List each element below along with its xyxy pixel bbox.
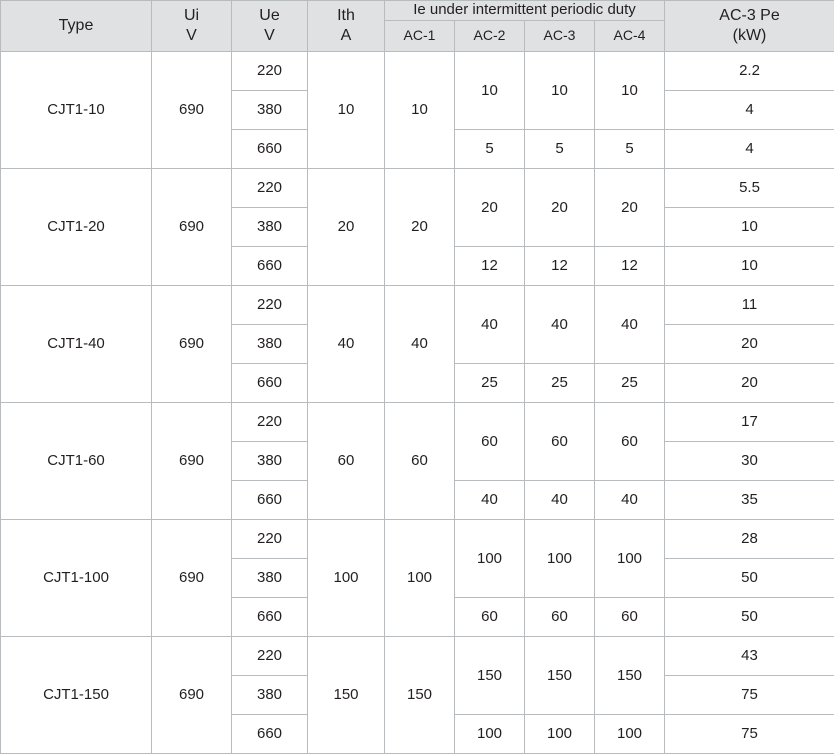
header-ue-line2: V	[232, 26, 307, 46]
cell-ac3: 5	[525, 129, 595, 168]
cell-ac2: 10	[455, 51, 525, 129]
cell-pe: 75	[665, 714, 834, 753]
cell-ui: 690	[152, 402, 232, 519]
cell-ac1: 100	[385, 519, 455, 636]
cell-pe: 20	[665, 363, 834, 402]
cell-ac4: 25	[595, 363, 665, 402]
table-row	[1, 168, 834, 207]
cell-ue: 660	[232, 246, 308, 285]
cell-ac4: 100	[595, 519, 665, 597]
cell-pe: 5.5	[665, 168, 834, 207]
table-row	[1, 285, 834, 324]
cell-ue: 380	[232, 441, 308, 480]
cell-type: CJT1-40	[1, 285, 152, 402]
cell-ac3: 60	[525, 402, 595, 480]
header-row-main	[1, 1, 834, 21]
cell-pe: 43	[665, 636, 834, 675]
cell-ac4: 5	[595, 129, 665, 168]
cell-ac4: 150	[595, 636, 665, 714]
cell-ui: 690	[152, 51, 232, 168]
header-ue	[232, 1, 308, 52]
header-ac3-pe	[665, 1, 834, 52]
cell-ui: 690	[152, 285, 232, 402]
cell-ue: 220	[232, 519, 308, 558]
cell-ue: 380	[232, 324, 308, 363]
header-ac1: AC-1	[385, 20, 455, 51]
cell-ac3: 100	[525, 714, 595, 753]
cell-ac1: 20	[385, 168, 455, 285]
cell-ac2: 12	[455, 246, 525, 285]
table-row	[1, 51, 834, 90]
cell-ui: 690	[152, 519, 232, 636]
cell-ac4: 60	[595, 597, 665, 636]
cell-ue: 220	[232, 285, 308, 324]
cell-type: CJT1-100	[1, 519, 152, 636]
table-row	[1, 636, 834, 675]
cell-pe: 4	[665, 129, 834, 168]
header-ac3: AC-3	[525, 20, 595, 51]
cell-ui: 690	[152, 168, 232, 285]
cell-pe: 20	[665, 324, 834, 363]
cell-ac1: 10	[385, 51, 455, 168]
cell-pe: 17	[665, 402, 834, 441]
cell-ue: 380	[232, 675, 308, 714]
cell-ac4: 10	[595, 51, 665, 129]
cell-ith: 150	[308, 636, 385, 753]
cell-ue: 660	[232, 714, 308, 753]
cell-ac3: 40	[525, 285, 595, 363]
header-ac2: AC-2	[455, 20, 525, 51]
cell-ac1: 150	[385, 636, 455, 753]
header-ith-line1: Ith	[308, 6, 384, 26]
cell-ac2: 100	[455, 714, 525, 753]
cell-ue: 220	[232, 402, 308, 441]
cell-ac3: 10	[525, 51, 595, 129]
cell-ac2: 40	[455, 285, 525, 363]
cell-ac1: 40	[385, 285, 455, 402]
cell-ith: 40	[308, 285, 385, 402]
table-row	[1, 402, 834, 441]
cell-ue: 220	[232, 51, 308, 90]
cell-ac3: 25	[525, 363, 595, 402]
cell-ith: 60	[308, 402, 385, 519]
cell-type: CJT1-150	[1, 636, 152, 753]
cell-pe: 50	[665, 597, 834, 636]
cell-pe: 35	[665, 480, 834, 519]
header-ui-line2: V	[152, 26, 231, 46]
cell-ac2: 150	[455, 636, 525, 714]
cell-type: CJT1-10	[1, 51, 152, 168]
cell-ac4: 100	[595, 714, 665, 753]
table-header	[1, 1, 834, 52]
cell-ac3: 150	[525, 636, 595, 714]
cell-ue: 380	[232, 90, 308, 129]
cell-ac4: 40	[595, 285, 665, 363]
cell-ac3: 60	[525, 597, 595, 636]
cell-ith: 10	[308, 51, 385, 168]
cell-pe: 11	[665, 285, 834, 324]
header-ac3-pe-line1: AC-3 Pe	[665, 6, 834, 26]
cell-ac4: 12	[595, 246, 665, 285]
cell-ue: 660	[232, 597, 308, 636]
cell-ith: 20	[308, 168, 385, 285]
cell-type: CJT1-20	[1, 168, 152, 285]
cell-pe: 28	[665, 519, 834, 558]
cell-pe: 2.2	[665, 51, 834, 90]
cell-ue: 660	[232, 363, 308, 402]
cell-ac3: 20	[525, 168, 595, 246]
cell-type: CJT1-60	[1, 402, 152, 519]
cell-ue: 220	[232, 636, 308, 675]
cell-ac2: 40	[455, 480, 525, 519]
table-row	[1, 519, 834, 558]
cell-pe: 50	[665, 558, 834, 597]
cell-ac2: 5	[455, 129, 525, 168]
cell-ac4: 60	[595, 402, 665, 480]
cell-ue: 380	[232, 558, 308, 597]
cell-ac2: 100	[455, 519, 525, 597]
cell-pe: 30	[665, 441, 834, 480]
cell-ui: 690	[152, 636, 232, 753]
header-type: Type	[1, 1, 152, 52]
header-ui	[152, 1, 232, 52]
header-ue-line1: Ue	[232, 6, 307, 26]
cell-ac3: 12	[525, 246, 595, 285]
cell-ue: 660	[232, 480, 308, 519]
header-ith	[308, 1, 385, 52]
cell-pe: 4	[665, 90, 834, 129]
cell-ac2: 60	[455, 402, 525, 480]
cell-ue: 220	[232, 168, 308, 207]
cell-ac2: 20	[455, 168, 525, 246]
header-ui-line1: Ui	[152, 6, 231, 26]
cell-ac4: 40	[595, 480, 665, 519]
cell-ac3: 40	[525, 480, 595, 519]
header-ac3-pe-line2: (kW)	[665, 26, 834, 46]
cell-pe: 10	[665, 207, 834, 246]
cell-ac3: 100	[525, 519, 595, 597]
header-ie-group: Ie under intermittent periodic duty	[385, 1, 665, 21]
cell-ue: 380	[232, 207, 308, 246]
cell-ac4: 20	[595, 168, 665, 246]
header-ac4: AC-4	[595, 20, 665, 51]
cell-ith: 100	[308, 519, 385, 636]
cell-pe: 75	[665, 675, 834, 714]
header-ith-line2: A	[308, 26, 384, 46]
cell-ac2: 25	[455, 363, 525, 402]
cell-ac2: 60	[455, 597, 525, 636]
cell-ue: 660	[232, 129, 308, 168]
cell-pe: 10	[665, 246, 834, 285]
table-body	[1, 51, 834, 753]
cell-ac1: 60	[385, 402, 455, 519]
